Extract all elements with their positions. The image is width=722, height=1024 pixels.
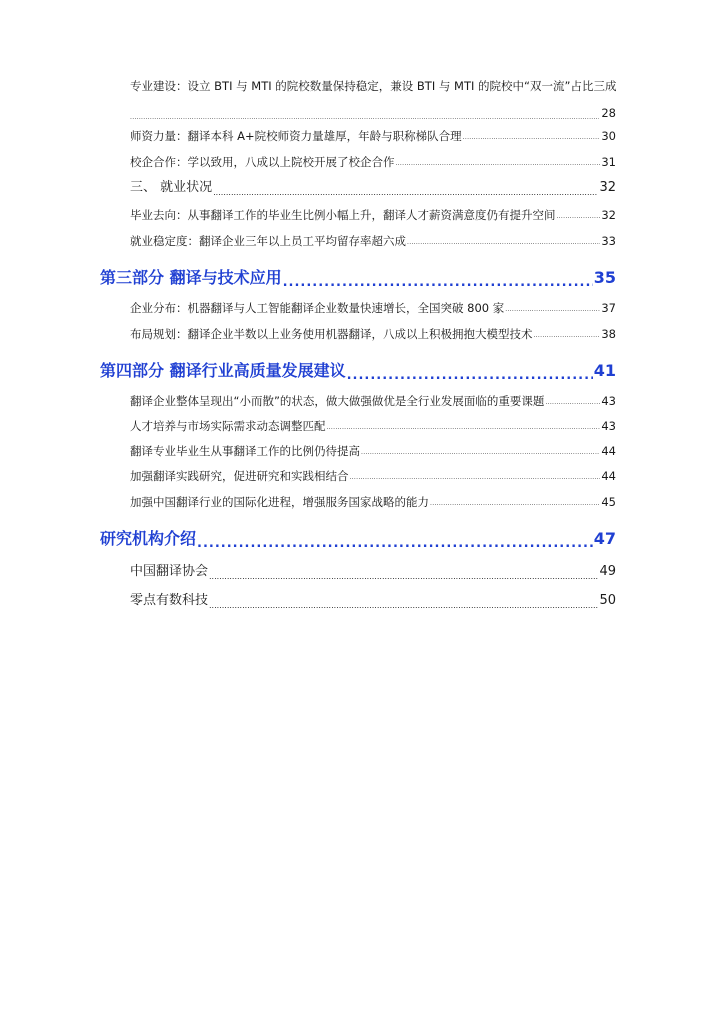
toc-entry-title: 企业分布：机器翻译与人工智能翻译企业数量快速增长，全国突破 800 家 [130, 301, 505, 315]
toc-entry-title: 零点有数科技 [130, 593, 209, 608]
toc-entry-title: 人才培养与市场实际需求动态调整匹配 [130, 419, 326, 433]
toc-page-number: 49 [599, 564, 616, 579]
toc-dot-leader [283, 276, 593, 289]
toc-entry-dataway[interactable] [130, 592, 616, 610]
toc-page-number: 31 [601, 155, 616, 169]
toc-entry-professional-construction[interactable] [130, 78, 616, 121]
toc-entry-title: 毕业去向：从事翻译工作的毕业生比例小幅上升，翻译人才薪资满意度仍有提升空间 [130, 208, 556, 222]
toc-dot-leader [347, 369, 593, 382]
toc-dot-leader [534, 336, 601, 342]
toc-entry-employment[interactable] [130, 179, 616, 197]
toc-entry-part-three[interactable] [100, 267, 616, 289]
toc-page-number: 32 [601, 208, 616, 222]
toc-dot-leader [505, 310, 600, 316]
toc-dot-leader [557, 217, 601, 223]
toc-dot-leader [361, 453, 600, 459]
toc-page-number: 41 [593, 361, 616, 380]
toc-page-number: 44 [601, 469, 616, 483]
toc-entry-title: 专业建设：设立 BTI 与 MTI 的院校数量保持稳定，兼设 BTI 与 MTI 的院校中“双一流”占比三成 [130, 79, 617, 93]
toc-dot-leader [545, 403, 600, 409]
toc-entry-title: 翻译企业整体呈现出“小而散”的状态，做大做强做优是全行业发展面临的重要课题 [130, 394, 545, 408]
toc-dot-leader [463, 138, 601, 144]
toc-dot-leader [350, 478, 601, 484]
toc-dot-leader [430, 504, 600, 510]
toc-entry-title: 第四部分 翻译行业高质量发展建议 [100, 361, 346, 380]
toc-entry-school-enterprise[interactable] [130, 154, 616, 170]
toc-entry-title: 师资力量：翻译本科 A+院校师资力量雄厚，年龄与职称梯队合理 [130, 129, 462, 143]
toc-entry-title: 加强翻译实践研究，促进研究和实践相结合 [130, 469, 349, 483]
toc-page-number: 43 [601, 394, 616, 408]
toc-entry-title: 研究机构介绍 [100, 529, 197, 548]
toc-dot-leader [209, 573, 598, 581]
toc-page-number: 37 [601, 301, 616, 315]
toc-page-number: 45 [601, 495, 616, 509]
toc-dot-leader [396, 164, 601, 170]
toc-entry-employment-stability[interactable] [130, 233, 616, 249]
toc-page-number: 50 [599, 593, 616, 608]
toc-page-number: 33 [601, 234, 616, 248]
toc-dot-leader [209, 602, 598, 610]
toc-dot-leader [327, 428, 601, 434]
toc-page-number: 43 [601, 419, 616, 433]
toc-dot-leader [130, 115, 599, 121]
toc-entry-research-institutions[interactable] [100, 528, 616, 550]
toc-page-number: 32 [599, 180, 616, 195]
toc-entry-title: 中国翻译协会 [130, 564, 209, 579]
toc-entry-internationalization[interactable] [130, 494, 616, 510]
toc-entry-title: 加强中国翻译行业的国际化进程，增强服务国家战略的能力 [130, 495, 429, 509]
toc-page-number: 44 [601, 444, 616, 458]
toc-entry-title: 翻译专业毕业生从事翻译工作的比例仍待提高 [130, 444, 360, 458]
toc-entry-talent-cultivation[interactable] [130, 418, 616, 434]
toc-entry-practice-research[interactable] [130, 468, 616, 484]
toc-dot-leader [213, 189, 598, 197]
toc-entry-title: 第三部分 翻译与技术应用 [100, 268, 282, 287]
toc-entry-tac[interactable] [130, 563, 616, 581]
toc-entry-enterprise-distribution[interactable] [130, 300, 616, 316]
toc-page-number: 35 [593, 268, 616, 287]
toc-entry-graduate-ratio[interactable] [130, 443, 616, 459]
toc-page-number: 38 [601, 327, 616, 341]
toc-entry-title: 校企合作：学以致用，八成以上院校开展了校企合作 [130, 155, 395, 169]
toc-entry-title: 布局规划：翻译企业半数以上业务使用机器翻译，八成以上积极拥抱大模型技术 [130, 327, 533, 341]
toc-entry-part-four[interactable] [100, 360, 616, 382]
toc-entry-graduate-destination[interactable] [130, 207, 616, 223]
toc-entry-layout-planning[interactable] [130, 326, 616, 342]
toc-entry-title: 三、 就业状况 [130, 180, 213, 195]
toc-dot-leader [197, 537, 593, 550]
toc-dot-leader [407, 243, 600, 249]
toc-entry-title: 就业稳定度：翻译企业三年以上员工平均留存率超六成 [130, 234, 406, 248]
toc-entry-faculty[interactable] [130, 128, 616, 144]
toc-page-number: 47 [593, 529, 616, 548]
toc-entry-small-scattered[interactable] [130, 393, 616, 409]
toc-page-number: 28 [601, 106, 616, 120]
toc-page-number: 30 [601, 129, 616, 143]
